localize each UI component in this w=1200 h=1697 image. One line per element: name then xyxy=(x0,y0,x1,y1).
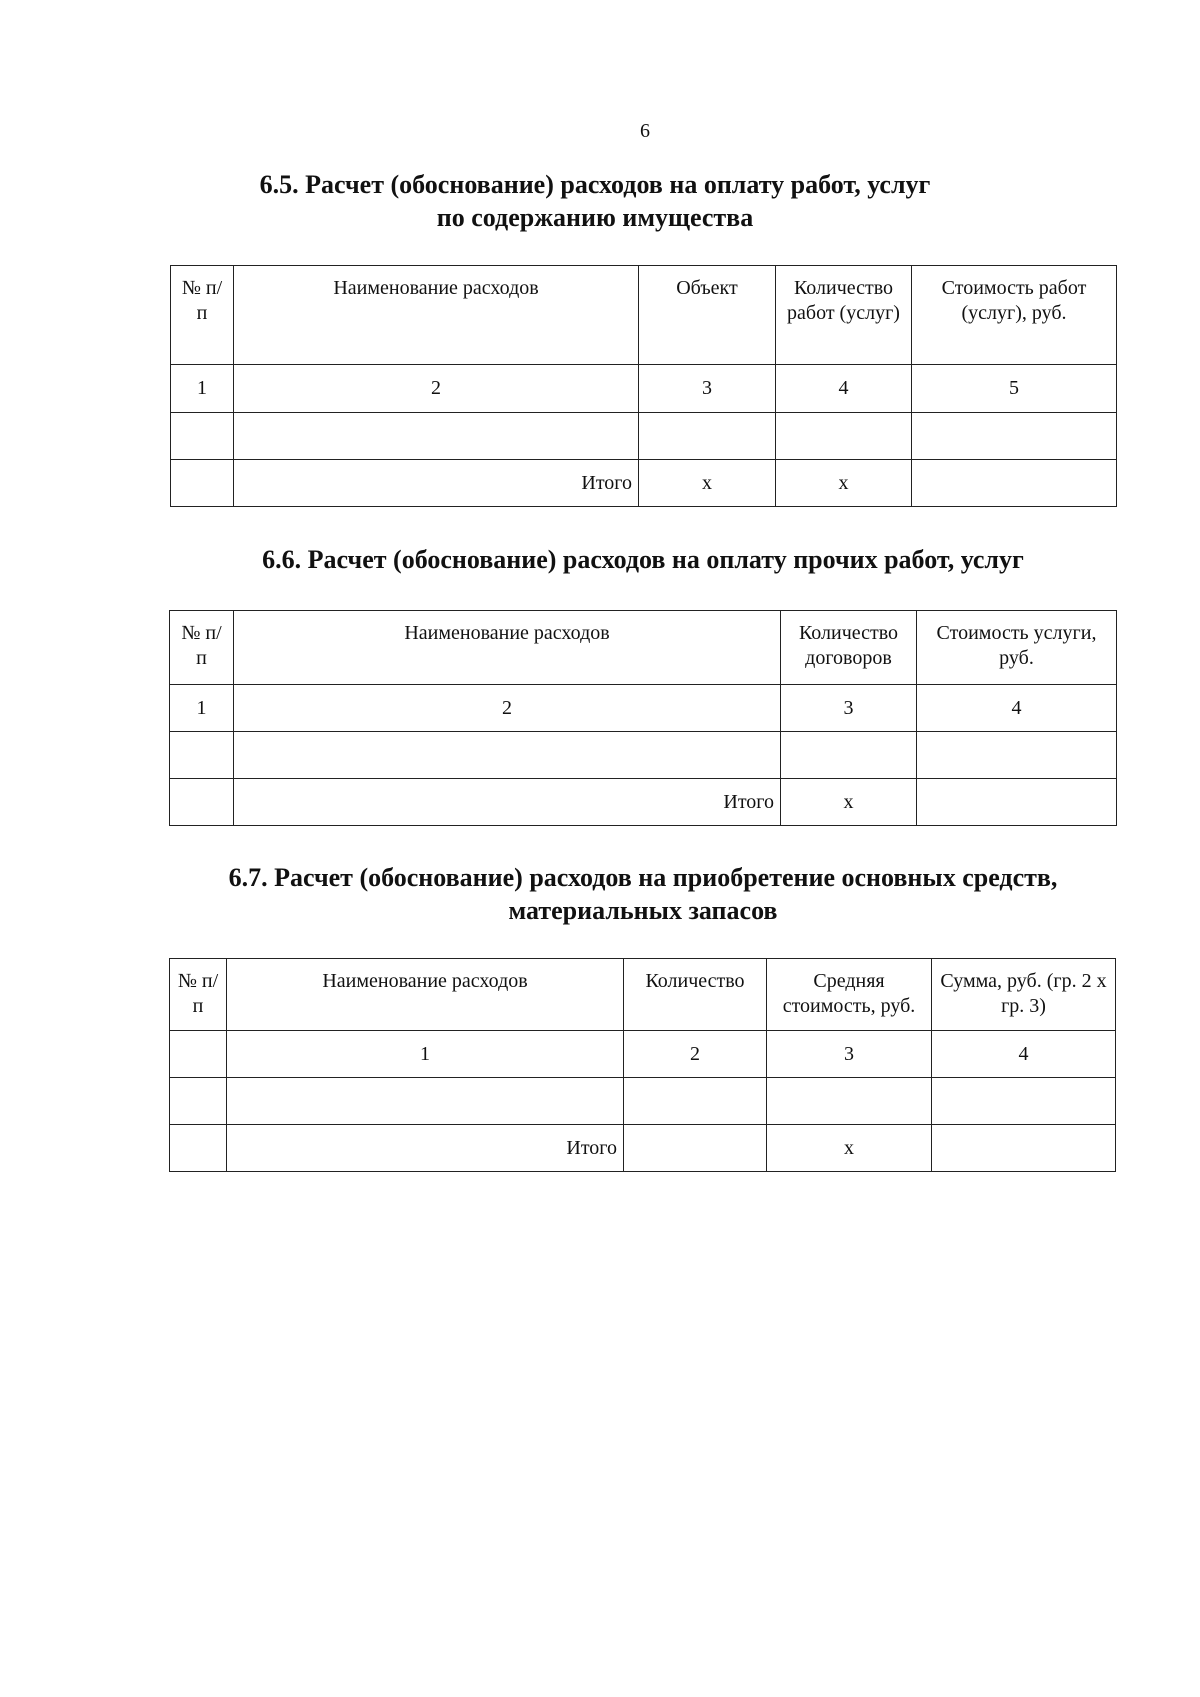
column-number-cell: 5 xyxy=(912,365,1117,413)
section-title-6-7 xyxy=(170,861,1116,927)
column-number-cell: 1 xyxy=(171,365,234,413)
total-label: Итого xyxy=(227,1125,624,1172)
section-title-line: материальных запасов xyxy=(508,896,778,925)
table-6-7 xyxy=(169,958,1116,1172)
column-number-cell: 3 xyxy=(639,365,776,413)
total-cell xyxy=(624,1125,767,1172)
empty-cell xyxy=(624,1078,767,1125)
empty-cell xyxy=(171,413,234,460)
column-number-cell: 1 xyxy=(170,685,234,732)
total-cell: x xyxy=(639,460,776,507)
column-number-row xyxy=(170,685,1117,732)
empty-cell xyxy=(912,413,1117,460)
header-cell: Сумма, руб. (гр. 2 x гр. 3) xyxy=(932,959,1116,1031)
empty-cell xyxy=(767,1078,932,1125)
total-cell: x xyxy=(776,460,912,507)
header-row xyxy=(170,959,1116,1031)
column-number-cell: 3 xyxy=(781,685,917,732)
empty-cell xyxy=(776,413,912,460)
empty-cell xyxy=(170,1078,227,1125)
empty-data-row xyxy=(170,732,1117,779)
header-cell: Стоимость услуги, руб. xyxy=(917,611,1117,685)
empty-cell xyxy=(917,732,1117,779)
empty-cell xyxy=(781,732,917,779)
header-cell: Наименование расходов xyxy=(227,959,624,1031)
empty-data-row xyxy=(171,413,1117,460)
page-number: 6 xyxy=(640,120,650,142)
header-row xyxy=(171,266,1117,365)
total-cell xyxy=(917,779,1117,826)
header-cell: Средняя стоимость, руб. xyxy=(767,959,932,1031)
total-row xyxy=(170,779,1117,826)
total-label: Итого xyxy=(234,460,639,507)
empty-cell xyxy=(171,460,234,507)
column-number-row xyxy=(171,365,1117,413)
total-cell xyxy=(912,460,1117,507)
empty-data-row xyxy=(170,1078,1116,1125)
column-number-cell: 2 xyxy=(624,1031,767,1078)
total-cell xyxy=(932,1125,1116,1172)
empty-cell xyxy=(234,413,639,460)
header-cell: Количество договоров xyxy=(781,611,917,685)
empty-cell xyxy=(170,779,234,826)
section-title-line: 6.5. Расчет (обоснование) расходов на оплату работ, услуг xyxy=(259,170,931,199)
section-title-line: 6.7. Расчет (обоснование) расходов на приобретение основных средств, xyxy=(228,863,1058,892)
column-number-cell: 2 xyxy=(234,685,781,732)
table-6-5 xyxy=(170,265,1117,507)
column-number-cell: 3 xyxy=(767,1031,932,1078)
header-cell: Количество xyxy=(624,959,767,1031)
column-number-cell: 1 xyxy=(227,1031,624,1078)
column-number-cell: 4 xyxy=(932,1031,1116,1078)
header-cell: Количество работ (услуг) xyxy=(776,266,912,365)
section-title-line: 6.6. Расчет (обоснование) расходов на оплату прочих работ, услуг xyxy=(262,545,1024,574)
total-label: Итого xyxy=(234,779,781,826)
column-number-cell: 4 xyxy=(776,365,912,413)
column-number-cell: 2 xyxy=(234,365,639,413)
empty-cell xyxy=(227,1078,624,1125)
column-number-cell: 4 xyxy=(917,685,1117,732)
header-cell: № п/п xyxy=(170,611,234,685)
header-cell: Стоимость работ (услуг), руб. xyxy=(912,266,1117,365)
table-6-6 xyxy=(169,610,1117,826)
column-number-cell xyxy=(170,1031,227,1078)
total-row xyxy=(170,1125,1116,1172)
section-title-6-5 xyxy=(170,168,1020,234)
total-row xyxy=(171,460,1117,507)
section-title-line: по содержанию имущества xyxy=(436,203,754,232)
header-row xyxy=(170,611,1117,685)
header-cell: Объект xyxy=(639,266,776,365)
column-number-row xyxy=(170,1031,1116,1078)
total-cell: x xyxy=(781,779,917,826)
empty-cell xyxy=(234,732,781,779)
header-cell: Наименование расходов xyxy=(234,611,781,685)
empty-cell xyxy=(639,413,776,460)
section-title-6-6 xyxy=(170,543,1116,576)
total-cell: x xyxy=(767,1125,932,1172)
empty-cell xyxy=(170,1125,227,1172)
header-cell: № п/п xyxy=(170,959,227,1031)
header-cell: Наименование расходов xyxy=(234,266,639,365)
header-cell: № п/п xyxy=(171,266,234,365)
empty-cell xyxy=(170,732,234,779)
empty-cell xyxy=(932,1078,1116,1125)
